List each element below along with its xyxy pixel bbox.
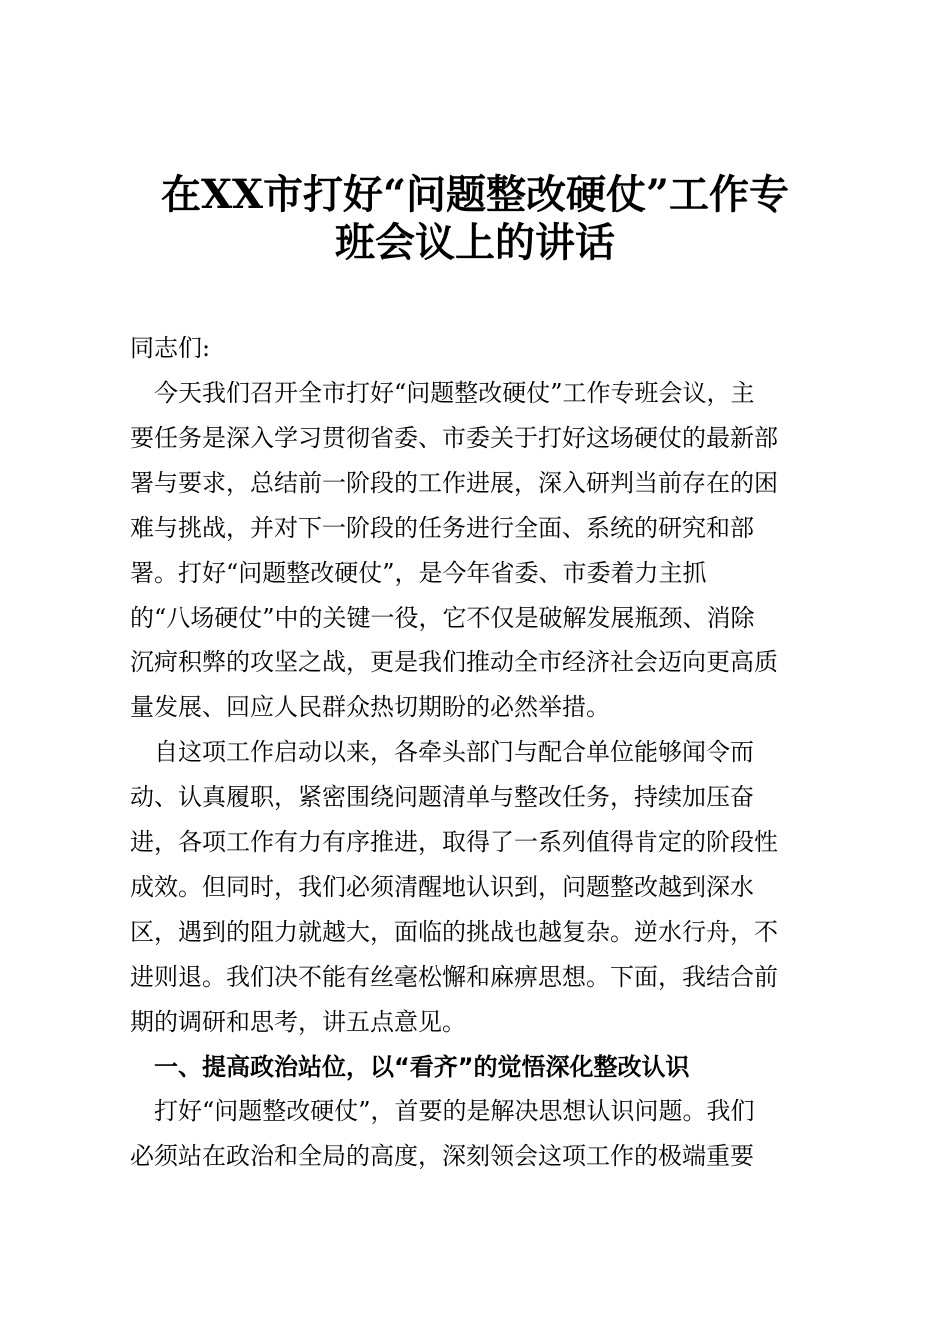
paragraph-line: 沉疴积弊的攻坚之战，更是我们推动全市经济社会迈向更高质 (130, 648, 778, 677)
paragraph-line: 今天我们召开全市打好“问题整改硬仗”工作专班会议，主 (130, 379, 755, 407)
paragraph-line: 成效。但同时，我们必须清醒地认识到，问题整改越到深水 (130, 872, 754, 901)
paragraph-line: 要任务是深入学习贯彻省委、市委关于打好这场硬仗的最新部 (130, 423, 778, 452)
paragraph-line: 进则退。我们决不能有丝毫松懈和麻痹思想。下面，我结合前 (130, 962, 778, 991)
paragraph-line: 自这项工作启动以来，各牵头部门与配合单位能够闻令而 (130, 738, 754, 767)
paragraph-line: 区，遇到的阻力就越大，面临的挑战也越复杂。逆水行舟，不 (130, 917, 778, 946)
paragraph-line: 打好“问题整改硬仗”，首要的是解决思想认识问题。我们 (130, 1097, 755, 1126)
paragraph-line: 署与要求，总结前一阶段的工作进展，深入研判当前存在的困 (130, 468, 778, 497)
paragraph-line: 的“八场硬仗”中的关键一役，它不仅是破解发展瓶颈、消除 (130, 603, 755, 632)
paragraph-line: 必须站在政治和全局的高度，深刻领会这项工作的极端重要 (130, 1142, 754, 1171)
paragraph-line: 进，各项工作有力有序推进，取得了一系列值得肯定的阶段性 (130, 828, 778, 856)
paragraph-line: 量发展、回应人民群众热切期盼的必然举措。 (130, 693, 610, 722)
paragraph-line: 期的调研和思考，讲五点意见。 (130, 1007, 466, 1036)
section-heading: 一、提高政治站位，以“看齐”的觉悟深化整改认识 (130, 1052, 690, 1081)
document-title-line-1: 在XX市打好“问题整改硬仗”工作专 (160, 171, 790, 218)
paragraph-line: 动、认真履职，紧密围绕问题清单与整改任务，持续加压奋 (130, 783, 754, 812)
salutation: 同志们: (130, 334, 211, 362)
paragraph-line: 署。打好“问题整改硬仗”，是今年省委、市委着力主抓 (130, 558, 707, 587)
document-title-line-2: 班会议上的讲话 (335, 219, 615, 266)
paragraph-line: 难与挑战，并对下一阶段的任务进行全面、系统的研究和部 (130, 513, 754, 542)
